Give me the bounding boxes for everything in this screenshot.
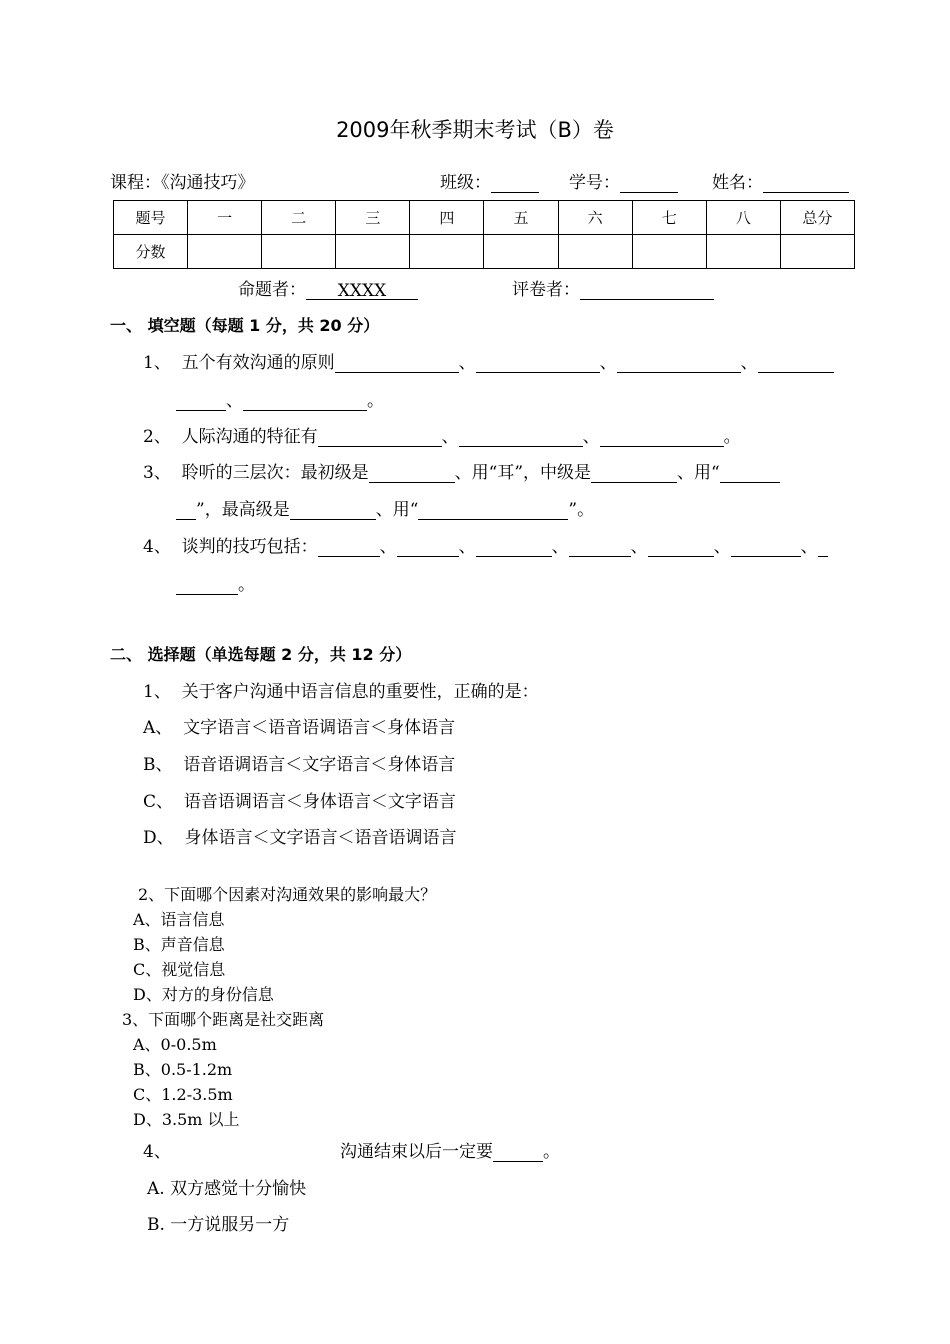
option-letter: D、 bbox=[143, 828, 174, 848]
table-cell: 三 bbox=[336, 201, 410, 235]
option-a[interactable]: A、0-0.5m bbox=[133, 1035, 217, 1054]
setter-field bbox=[238, 275, 418, 300]
table-cell: 五 bbox=[484, 201, 558, 235]
option-text: 身体语言＜文字语言＜语音语调语言 bbox=[184, 828, 457, 848]
table-cell: 总分 bbox=[780, 201, 854, 235]
course-field bbox=[110, 168, 255, 193]
score-cell[interactable] bbox=[558, 235, 632, 269]
class-field[interactable] bbox=[440, 168, 539, 193]
answer-blank[interactable] bbox=[418, 501, 568, 520]
option-text: 文字语言＜语音语调语言＜身体语言 bbox=[183, 718, 456, 738]
answer-blank[interactable] bbox=[591, 464, 677, 483]
separator: 、 bbox=[740, 353, 758, 373]
separator: 、 bbox=[226, 391, 243, 411]
answer-blank[interactable] bbox=[493, 1143, 543, 1162]
period: 。 bbox=[543, 1142, 560, 1162]
option-text: 语音语调语言＜身体语言＜文字语言 bbox=[183, 792, 456, 812]
option-a[interactable]: A. 双方感觉十分愉快 bbox=[147, 1179, 307, 1199]
question-text: 聆听的三层次：最初级是 bbox=[181, 463, 369, 483]
question-text: 五个有效沟通的原则 bbox=[181, 353, 335, 373]
question-text: 谈判的技巧包括： bbox=[181, 537, 318, 557]
separator: 、 bbox=[713, 537, 731, 557]
answer-blank[interactable] bbox=[600, 428, 724, 447]
question-text: 沟通结束以后一定要 bbox=[340, 1142, 493, 1162]
table-cell: 二 bbox=[262, 201, 336, 235]
answer-blank[interactable] bbox=[335, 354, 459, 373]
score-table-score-row bbox=[114, 235, 855, 269]
name-label: 姓名： bbox=[712, 173, 763, 193]
fill-question-1-cont bbox=[176, 386, 384, 411]
answer-blank[interactable] bbox=[318, 428, 442, 447]
setter-label: 命题者： bbox=[238, 280, 306, 300]
answer-blank[interactable] bbox=[176, 501, 196, 520]
option-d[interactable] bbox=[143, 823, 456, 848]
score-cell[interactable] bbox=[484, 235, 558, 269]
option-c[interactable] bbox=[143, 787, 456, 812]
question-text: ”，最高级是 bbox=[196, 500, 290, 520]
separator: 、 bbox=[599, 353, 617, 373]
score-cell[interactable] bbox=[632, 235, 706, 269]
option-b[interactable] bbox=[143, 750, 455, 775]
answer-blank[interactable] bbox=[176, 392, 226, 411]
choice-question-2: 2、下面哪个因素对沟通效果的影响最大？ bbox=[138, 885, 437, 904]
period: 。 bbox=[723, 427, 741, 447]
student-id-field[interactable] bbox=[569, 168, 678, 193]
choice-question-4 bbox=[340, 1137, 560, 1162]
option-d[interactable]: D、3.5m 以上 bbox=[133, 1110, 240, 1129]
option-b[interactable]: B、声音信息 bbox=[133, 935, 225, 954]
class-label: 班级： bbox=[440, 173, 491, 193]
answer-blank[interactable] bbox=[476, 538, 552, 557]
separator: 、 bbox=[630, 537, 648, 557]
separator: 、 bbox=[441, 427, 459, 447]
separator: 、 bbox=[458, 353, 476, 373]
option-c[interactable]: C、1.2-3.5m bbox=[133, 1085, 233, 1104]
score-cell[interactable] bbox=[188, 235, 262, 269]
score-table bbox=[113, 200, 855, 269]
option-letter: A、 bbox=[143, 718, 173, 738]
table-cell: 六 bbox=[558, 201, 632, 235]
question-number: 4、 bbox=[143, 537, 171, 557]
table-cell: 七 bbox=[632, 201, 706, 235]
fill-question-4 bbox=[143, 532, 828, 557]
answer-blank[interactable] bbox=[318, 538, 380, 557]
answer-blank[interactable] bbox=[818, 538, 828, 557]
separator: 、 bbox=[551, 537, 569, 557]
table-cell: 分数 bbox=[114, 235, 188, 269]
score-cell[interactable] bbox=[336, 235, 410, 269]
separator: 、 bbox=[379, 537, 397, 557]
question-number: 2、 bbox=[143, 427, 171, 447]
course-label: 课程： bbox=[110, 173, 161, 193]
answer-blank[interactable] bbox=[731, 538, 801, 557]
table-cell: 一 bbox=[188, 201, 262, 235]
table-cell: 八 bbox=[706, 201, 780, 235]
answer-blank[interactable] bbox=[459, 428, 583, 447]
fill-question-1 bbox=[143, 348, 834, 373]
answer-blank[interactable] bbox=[397, 538, 459, 557]
answer-blank[interactable] bbox=[648, 538, 714, 557]
setter-value: XXXX bbox=[306, 281, 418, 300]
answer-blank[interactable] bbox=[720, 464, 780, 483]
period: 。 bbox=[238, 575, 255, 595]
option-b[interactable]: B. 一方说服另一方 bbox=[147, 1215, 290, 1235]
course-value: 《沟通技巧》 bbox=[161, 173, 255, 193]
table-cell: 四 bbox=[410, 201, 484, 235]
answer-blank[interactable] bbox=[369, 464, 455, 483]
grader-label: 评卷者： bbox=[512, 280, 580, 300]
question-text: ”。 bbox=[568, 500, 595, 520]
fill-question-3-cont bbox=[176, 495, 594, 520]
answer-blank[interactable] bbox=[569, 538, 631, 557]
answer-blank[interactable] bbox=[617, 354, 741, 373]
question-text: 关于客户沟通中语言信息的重要性，正确的是： bbox=[181, 682, 539, 702]
exam-title: 2009年秋季期末考试（B）卷 bbox=[336, 118, 614, 142]
score-cell[interactable] bbox=[780, 235, 854, 269]
name-field[interactable] bbox=[712, 168, 849, 193]
grader-field[interactable] bbox=[512, 275, 714, 300]
separator: 、 bbox=[582, 427, 600, 447]
score-cell[interactable] bbox=[262, 235, 336, 269]
fill-question-2 bbox=[143, 422, 741, 447]
answer-blank[interactable] bbox=[290, 501, 376, 520]
question-text: 、用“ bbox=[677, 463, 720, 483]
option-text: 语音语调语言＜文字语言＜身体语言 bbox=[183, 755, 456, 775]
student-id-label: 学号： bbox=[569, 173, 620, 193]
answer-blank[interactable] bbox=[476, 354, 600, 373]
choice-question-4-number: 4、 bbox=[143, 1142, 171, 1162]
class-blank[interactable] bbox=[491, 174, 539, 193]
table-cell: 题号 bbox=[114, 201, 188, 235]
section-2-heading: 二、 选择题（单选每题 2 分，共 12 分） bbox=[110, 645, 412, 664]
score-cell[interactable] bbox=[706, 235, 780, 269]
answer-blank[interactable] bbox=[176, 576, 238, 595]
option-c[interactable]: C、视觉信息 bbox=[133, 960, 226, 979]
fill-question-4-cont bbox=[176, 570, 255, 595]
answer-blank[interactable] bbox=[758, 354, 834, 373]
fill-question-3 bbox=[143, 458, 780, 483]
answer-blank[interactable] bbox=[243, 392, 367, 411]
question-text: 、用“ bbox=[375, 500, 419, 520]
option-d[interactable]: D、对方的身份信息 bbox=[133, 985, 274, 1004]
option-b[interactable]: B、0.5-1.2m bbox=[133, 1060, 233, 1079]
section-1-heading: 一、 填空题（每题 1 分，共 20 分） bbox=[110, 316, 380, 335]
question-text: 、用“耳”，中级是 bbox=[454, 463, 592, 483]
option-letter: B、 bbox=[143, 755, 173, 775]
score-table-header-row bbox=[114, 201, 855, 235]
question-number: 3、 bbox=[143, 463, 171, 483]
choice-question-1 bbox=[143, 677, 539, 702]
separator: 、 bbox=[458, 537, 476, 557]
option-letter: C、 bbox=[143, 792, 174, 812]
name-blank[interactable] bbox=[763, 174, 849, 193]
grader-blank[interactable] bbox=[580, 281, 714, 300]
option-a[interactable]: A、语言信息 bbox=[133, 910, 225, 929]
question-number: 1、 bbox=[143, 353, 171, 373]
separator: 、 bbox=[800, 537, 818, 557]
question-text: 人际沟通的特征有 bbox=[181, 427, 318, 447]
question-number: 1、 bbox=[143, 682, 171, 702]
period: 。 bbox=[367, 391, 384, 411]
student-id-blank[interactable] bbox=[620, 174, 678, 193]
option-a[interactable] bbox=[143, 713, 455, 738]
choice-question-3: 3、下面哪个距离是社交距离 bbox=[122, 1010, 325, 1029]
score-cell[interactable] bbox=[410, 235, 484, 269]
